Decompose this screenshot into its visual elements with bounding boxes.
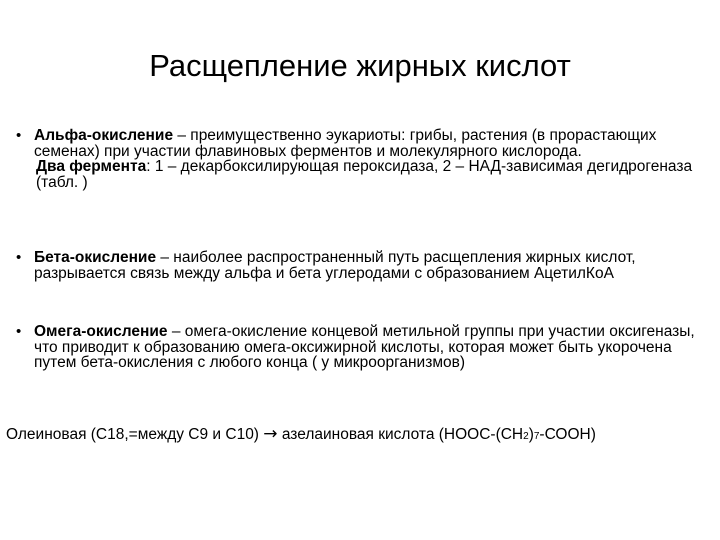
- formula-product-start: азелаиновая кислота (НООС-(СН: [277, 426, 524, 443]
- formula-paren: ): [528, 426, 534, 443]
- formula-subscript-7: 7: [533, 431, 540, 442]
- bullet-text: [34, 128, 706, 190]
- description-alpha: – преимущественно эукариоты: грибы, растения (в прорастающих семенах) при участии флавиновых ферментов и молекулярного кислорода.: [34, 127, 657, 160]
- description-beta: – наиболее распространенный путь расщепления жирных кислот, разрывается связь между альфа и бета углеродами с образованием АцетилКоА: [34, 249, 636, 282]
- bullet-icon: •: [16, 249, 22, 266]
- enzymes-label: Два фермента: [36, 158, 147, 175]
- term-beta: Бета-окисление: [34, 249, 157, 266]
- formula-reactant: Олеиновая (С18,=между С9 и С10): [6, 426, 264, 443]
- formula-product-end: -СООН): [539, 426, 596, 443]
- term-omega: Омега-окисление: [34, 323, 168, 340]
- bullet-text: [34, 250, 706, 281]
- bullet-icon: •: [16, 323, 22, 340]
- formula-subscript-2: 2: [523, 431, 529, 442]
- description-omega: – омега-окисление концевой метильной группы при участии оксигеназы, что приводит к образованию омега-оксижирной кислоты, которая может быть укорочена путем бета-окисления с любого конца ( у микроорганизмов): [34, 323, 695, 371]
- arrow-right-icon: →: [263, 424, 278, 444]
- bullet-icon: •: [16, 127, 22, 144]
- bullet-text: [34, 324, 706, 371]
- enzymes-text: : 1 – декарбоксилирующая пероксидаза, 2 – НАД-зависимая дегидрогеназа (табл. ): [36, 158, 693, 191]
- enzymes-line: [34, 159, 706, 190]
- reaction-formula: [6, 426, 716, 445]
- term-alpha: Альфа-окисление: [34, 127, 174, 144]
- slide-title: Расщепление жирных кислот: [149, 48, 571, 83]
